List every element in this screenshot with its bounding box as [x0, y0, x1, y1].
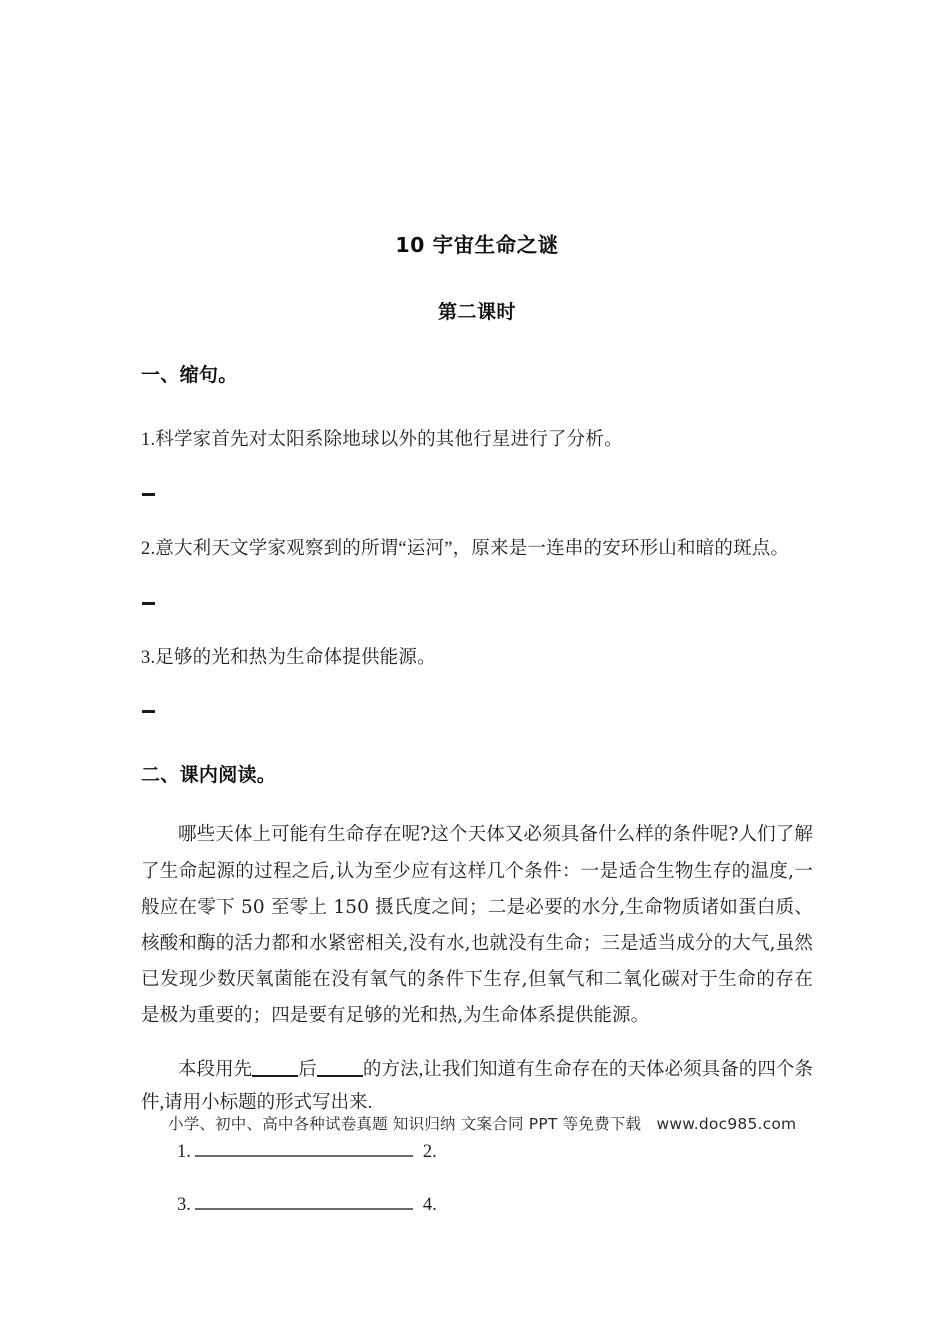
- answer-dash-2[interactable]: [141, 590, 813, 618]
- question-item-3: 3.足够的光和热为生命体提供能源。: [141, 647, 436, 668]
- answer-label-4: 4.: [422, 1195, 437, 1216]
- answer-dash-1[interactable]: [141, 481, 813, 509]
- document-content: [141, 0, 813, 1216]
- answer-write-line-2[interactable]: [195, 1195, 413, 1210]
- inline-blank-1[interactable]: [252, 1075, 298, 1077]
- prompt-text-part-2: 后: [298, 1059, 317, 1080]
- reading-passage: 哪些天体上可能有生命存在呢?这个天体又必须具备什么样的条件呢?人们了解了生命起源的过程之后,认为至少应有这样几个条件：一是适合生物生存的温度,一般应在零下 50 至零上 150 摄氏度之间；二是必要的水分,生命物质诸如蛋白质、核酸和酶的活力都和水紧密相关,没有水,也就没有生命；三是适当成分的大气,虽然已发现少数厌氧菌能在没有氧气的条件下生存,但氧气和二氧化碳对于生命的存在是极为重要的；四是要有足够的光和热,为生命体系提供能源。: [141, 824, 813, 1026]
- inline-blank-2[interactable]: [317, 1075, 363, 1077]
- section-heading-1: 一、缩句。: [141, 364, 238, 386]
- answer-write-line-1[interactable]: [195, 1142, 413, 1157]
- question-item-2: 2.意大利天文学家观察到的所谓“运河”，原来是一连串的安环形山和暗的斑点。: [141, 538, 790, 559]
- question-item-1: 1.科学家首先对太阳系除地球以外的其他行星进行了分析。: [141, 430, 623, 450]
- page-subtitle: 第二课时: [437, 301, 516, 323]
- answer-blank-row-2: [141, 1195, 813, 1216]
- answer-dash-3[interactable]: [141, 698, 813, 726]
- prompt-text-part-3: 的方法,让我们知道有生命存在的天体必须具备的四个条件,请用小标题的形式写出来.: [141, 1059, 813, 1114]
- answer-label-2: 2.: [422, 1142, 437, 1163]
- answer-blank-row-1: [141, 1142, 813, 1163]
- fill-in-prompt: [141, 1054, 813, 1121]
- answer-label-1: 1.: [177, 1142, 191, 1163]
- prompt-text-part-1: 本段用先: [178, 1059, 253, 1080]
- footer-watermark: 小学、初中、高中各种试卷真题 知识归纳 文案合同 PPT 等免费下载 www.doc985.com: [168, 1115, 797, 1133]
- section-heading-2: 二、课内阅读。: [141, 764, 277, 787]
- page-title: 10 宇宙生命之谜: [395, 233, 559, 257]
- answer-label-3: 3.: [177, 1195, 191, 1216]
